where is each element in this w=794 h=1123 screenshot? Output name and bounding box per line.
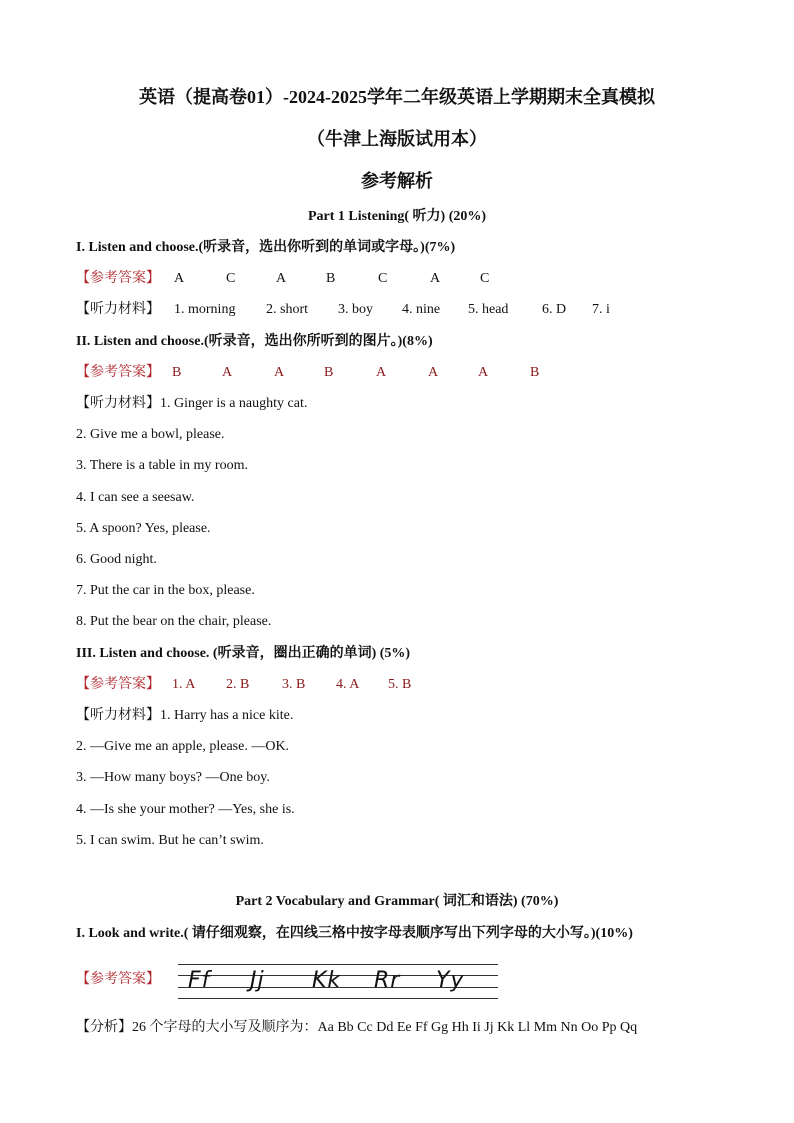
part1-s3-answer-line <box>76 676 412 694</box>
analysis-tag: 【分析】 <box>76 1020 132 1035</box>
material-line: 5. I can swim. But he can’t swim. <box>76 833 264 848</box>
answer-item: A <box>428 365 439 380</box>
answer-item: 1. A <box>172 677 196 692</box>
material-line: 6. Good night. <box>76 552 157 567</box>
material-line: 4. —Is she your mother? —Yes, she is. <box>76 802 295 817</box>
letter-pair: Kk <box>312 968 342 993</box>
page-heading-analysis: 参考解析 <box>361 171 433 191</box>
material-text: 1. Harry has a nice kite. <box>160 708 294 723</box>
answer-item: A <box>274 365 285 380</box>
answer-item: 4. A <box>336 677 360 692</box>
material-item: 4. nine <box>402 302 441 317</box>
material-item: 3. boy <box>338 302 373 317</box>
material-item: 2. short <box>266 302 308 317</box>
answer-item: A <box>276 271 287 286</box>
material-item: 1. morning <box>174 302 236 317</box>
material-tag: 【听力材料】 <box>76 302 160 317</box>
part1-s1-heading: I. Listen and choose.(听录音，选出你听到的单词或字母。)(7%) <box>76 240 456 255</box>
answer-item: C <box>378 271 388 286</box>
answer-item: 5. B <box>388 677 412 692</box>
material-line: 7. Put the car in the box, please. <box>76 583 255 598</box>
handwritten-letters <box>188 962 498 1000</box>
answer-tag: 【参考答案】 <box>76 972 160 987</box>
part1-s3-heading: III. Listen and choose. (听录音，圈出正确的单词) (5%) <box>76 646 411 661</box>
letter-pair: Ff <box>188 968 211 993</box>
answer-tag: 【参考答案】 <box>76 271 160 286</box>
material-line: 4. I can see a seesaw. <box>76 490 195 505</box>
answer-tag: 【参考答案】 <box>76 677 160 692</box>
answer-item: A <box>430 271 441 286</box>
material-line: 2. Give me a bowl, please. <box>76 427 225 442</box>
answer-item: B <box>172 365 182 380</box>
part2-heading: Part 2 Vocabulary and Grammar( 词汇和语法) (70%) <box>235 894 559 909</box>
part1-s1-material-line <box>76 301 610 319</box>
answer-tag: 【参考答案】 <box>76 365 160 380</box>
material-tag: 【听力材料】 <box>76 396 160 411</box>
letter-pair: Jj <box>250 968 265 993</box>
material-line: 2. —Give me an apple, please. —OK. <box>76 739 290 754</box>
part1-s2-material-line <box>76 395 307 413</box>
page-subtitle: （牛津上海版试用本） <box>307 129 487 149</box>
material-item: 5. head <box>468 302 509 317</box>
answer-item: A <box>222 365 233 380</box>
answer-item: B <box>326 271 336 286</box>
part2-s1-heading: I. Look and write.( 请仔细观察，在四线三格中按字母表顺序写出下列字母的大小写。)(10%) <box>76 926 633 941</box>
part1-s2-answer-line <box>76 364 540 382</box>
answer-item: C <box>226 271 236 286</box>
answer-item: A <box>174 271 185 286</box>
answer-item: A <box>376 365 387 380</box>
part1-s1-answer-line <box>76 270 490 288</box>
answer-item: B <box>324 365 334 380</box>
part2-s1-analysis <box>76 1019 637 1037</box>
four-line-grid <box>178 962 498 1000</box>
material-text: 1. Ginger is a naughty cat. <box>160 396 308 411</box>
letter-pair: Yy <box>436 968 465 993</box>
answer-item: 2. B <box>226 677 250 692</box>
part1-s3-material-line <box>76 707 293 725</box>
material-item: 7. i <box>592 302 610 317</box>
answer-item: B <box>530 365 540 380</box>
part2-s1-answer-tag <box>76 971 160 989</box>
material-line: 3. —How many boys? —One boy. <box>76 770 270 785</box>
material-item: 6. D <box>542 302 567 317</box>
material-line: 3. There is a table in my room. <box>76 458 248 473</box>
answer-item: C <box>480 271 490 286</box>
answer-item: 3. B <box>282 677 306 692</box>
material-line: 5. A spoon? Yes, please. <box>76 521 211 536</box>
material-line: 8. Put the bear on the chair, please. <box>76 614 272 629</box>
part1-heading: Part 1 Listening( 听力) (20%) <box>307 209 487 224</box>
analysis-text: 26 个字母的大小写及顺序为：Aa Bb Cc Dd Ee Ff Gg Hh Ii Jj Kk Ll Mm Nn Oo Pp Qq <box>132 1020 638 1035</box>
page-title: 英语（提高卷01）-2024-2025学年二年级英语上学期期末全真模拟 <box>139 87 655 107</box>
answer-item: A <box>478 365 489 380</box>
part1-s2-heading: II. Listen and choose.(听录音，选出你所听到的图片。)(8%) <box>76 334 433 349</box>
material-tag: 【听力材料】 <box>76 708 160 723</box>
letter-pair: Rr <box>374 968 401 993</box>
